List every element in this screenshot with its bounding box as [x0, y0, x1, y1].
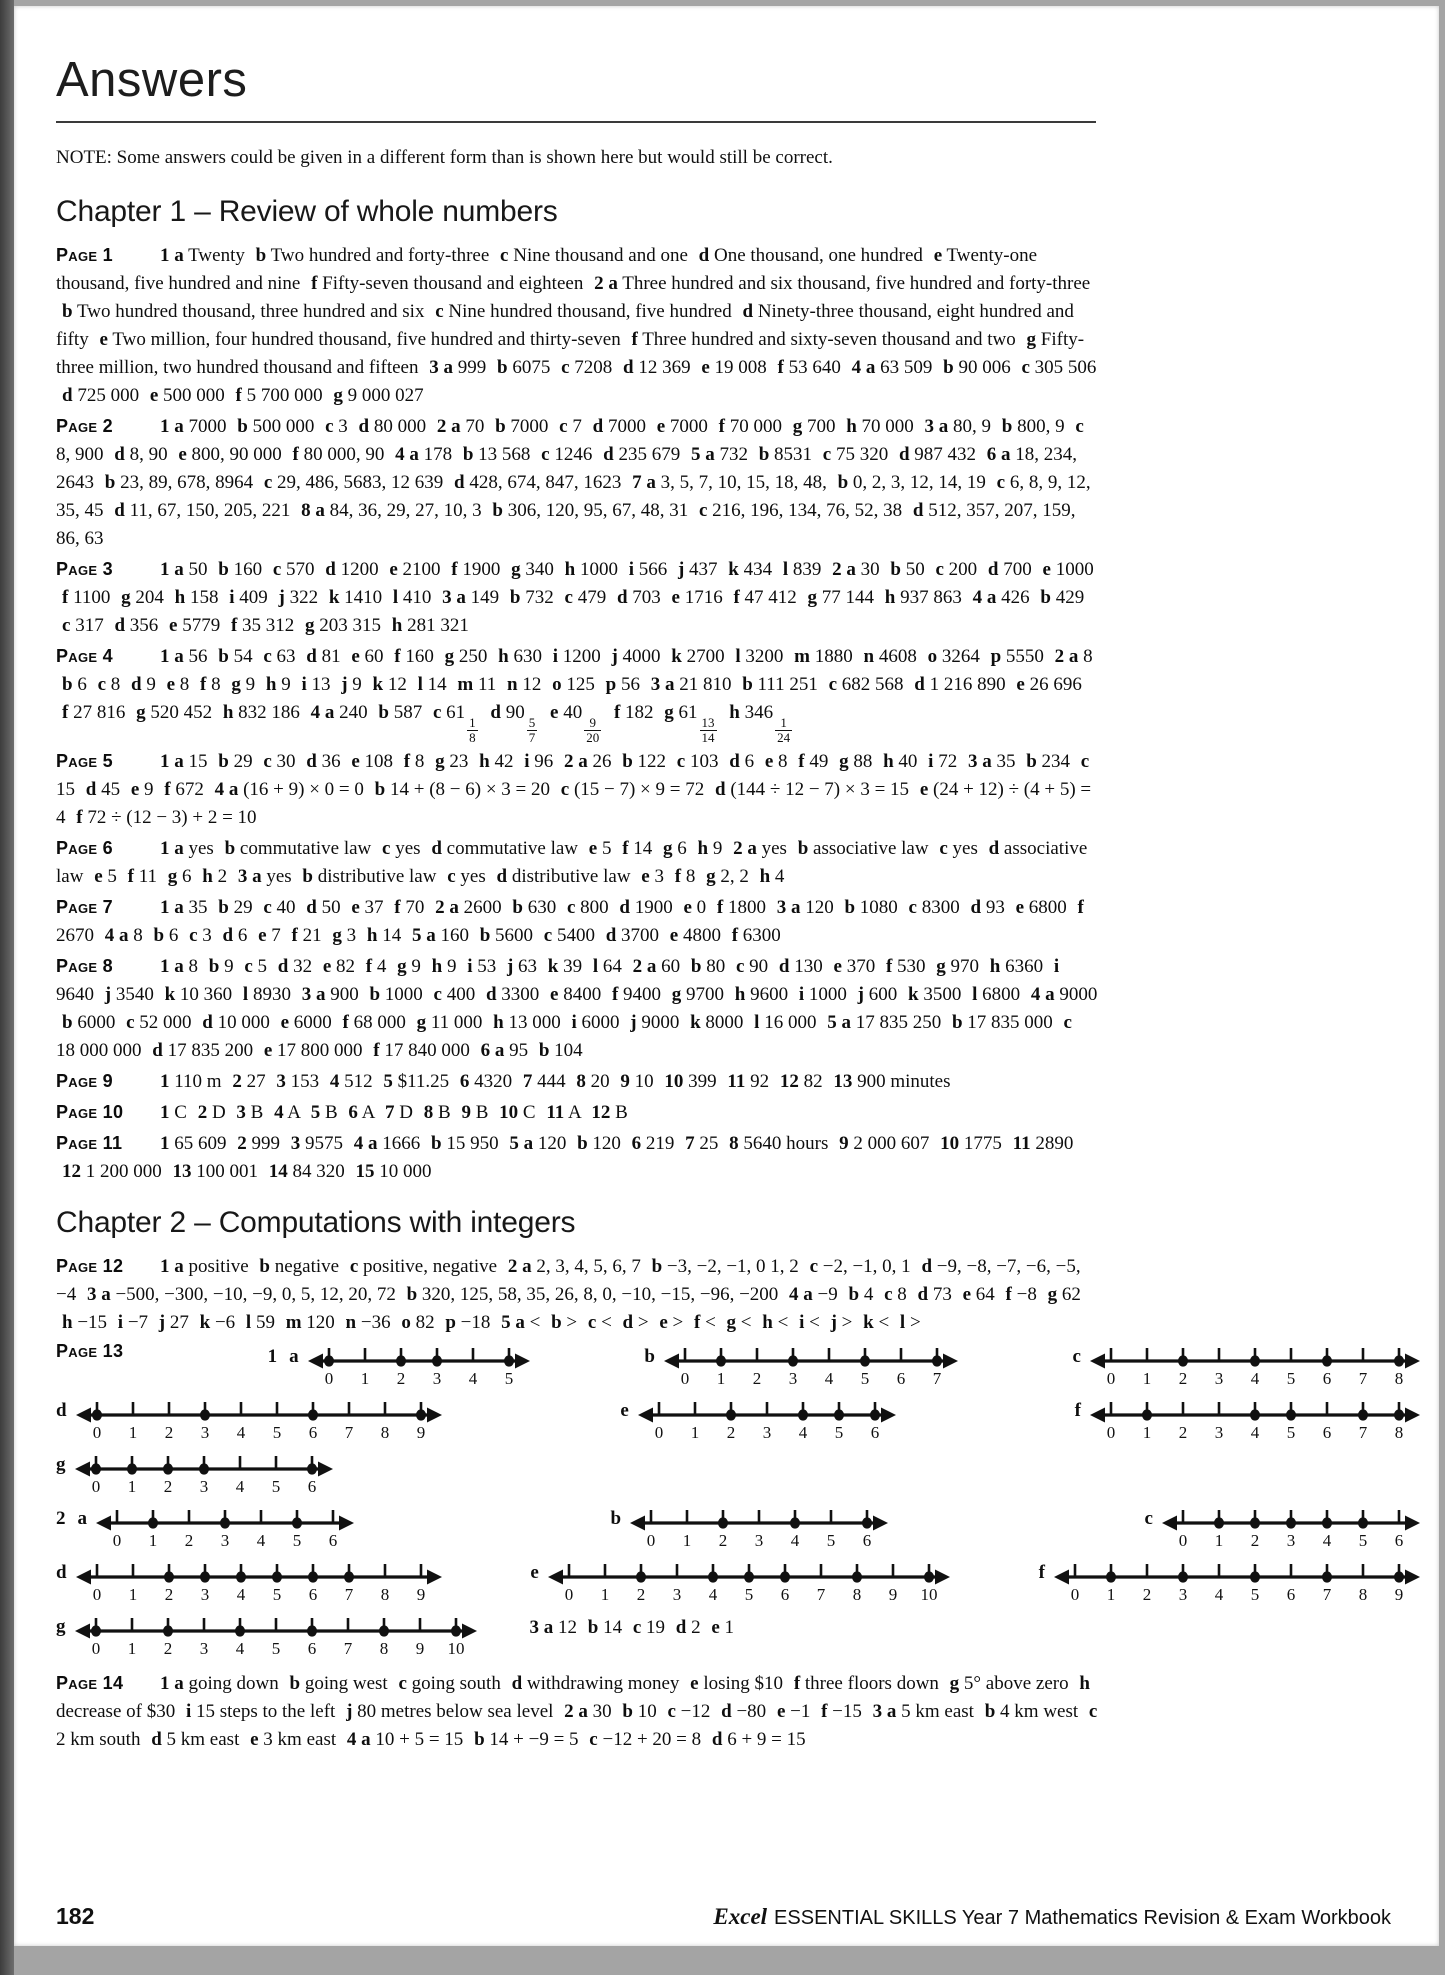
number-line	[629, 1503, 889, 1555]
svg-text:2: 2	[1178, 1369, 1188, 1388]
svg-text:1: 1	[148, 1531, 158, 1550]
page-label: Page 4	[56, 646, 113, 666]
svg-text:7: 7	[1322, 1585, 1332, 1604]
svg-text:1: 1	[716, 1369, 726, 1388]
svg-text:3: 3	[200, 1585, 209, 1604]
svg-text:6: 6	[307, 1639, 316, 1658]
svg-text:8: 8	[380, 1585, 389, 1604]
svg-text:1: 1	[128, 1423, 137, 1442]
svg-text:6: 6	[328, 1531, 338, 1550]
number-line-item	[620, 1395, 896, 1447]
answers-content	[56, 175, 1421, 1756]
number-line-row	[56, 1395, 1421, 1447]
number-line-row	[56, 1341, 1421, 1393]
svg-text:3: 3	[1286, 1531, 1296, 1550]
answer-rich-text: 1 110 m 2 27 3 153 4 512 5 $11.25 6 4320 7 444 8 20 9 10 10 399 11 92 12 82 13 900 minutes	[160, 1071, 951, 1092]
number-line-block	[56, 1341, 1421, 1663]
svg-text:1: 1	[1142, 1423, 1152, 1442]
svg-text:5: 5	[272, 1585, 281, 1604]
svg-text:2: 2	[752, 1369, 762, 1388]
svg-text:3: 3	[1214, 1369, 1224, 1388]
answer-entry	[56, 1129, 1098, 1186]
page-label: Page 1	[56, 245, 113, 265]
svg-text:7: 7	[343, 1639, 352, 1658]
svg-text:6: 6	[307, 1477, 316, 1496]
number-line-item	[1075, 1395, 1421, 1447]
svg-text:5: 5	[744, 1585, 754, 1604]
svg-text:0: 0	[112, 1531, 122, 1550]
svg-text:5: 5	[1358, 1531, 1368, 1550]
svg-text:4: 4	[1250, 1369, 1260, 1388]
number-line-item	[1145, 1503, 1421, 1555]
page-label: Page 2	[56, 416, 113, 436]
svg-text:5: 5	[292, 1531, 302, 1550]
number-line	[75, 1557, 443, 1609]
svg-text:3: 3	[1214, 1423, 1224, 1442]
svg-text:2: 2	[184, 1531, 194, 1550]
page-label: Page 7	[56, 897, 113, 917]
svg-text:8: 8	[1394, 1369, 1404, 1388]
svg-text:5: 5	[272, 1423, 281, 1442]
number-line	[75, 1395, 443, 1447]
svg-text:6: 6	[896, 1369, 906, 1388]
svg-text:0: 0	[1178, 1531, 1188, 1550]
question-number: 1	[267, 1346, 278, 1367]
number-line-item	[530, 1557, 950, 1609]
svg-text:4: 4	[236, 1423, 245, 1442]
brand-excel: Excel	[713, 1904, 768, 1929]
number-line-row	[56, 1557, 1421, 1609]
part-letter: d	[56, 1562, 67, 1583]
svg-text:7: 7	[1358, 1369, 1368, 1388]
svg-text:6: 6	[308, 1423, 317, 1442]
part-letter: g	[56, 1454, 66, 1475]
svg-text:8: 8	[379, 1639, 388, 1658]
number-line-item	[56, 1395, 443, 1447]
answers-page	[14, 6, 1439, 1946]
answer-rich-text: 1 a 50 b 160 c 570 d 1200 e 2100 f 1900 g 340 h 1000 i 566 j 437 k 434 l 839 2 a 30 b 50 c 200 d 700 e 1000 f 1100 g 204 h 158 i 409 j 322 k 1410 l 410 3 a 149 b 732 c 479 d 703 e 1716 f 47 412 g 77 144 h 937 863 4 a 426 b 429 c 317 d 356 e 5779 f 35 312 g 203 315 h 281 321	[62, 559, 1094, 636]
svg-text:0: 0	[1106, 1369, 1116, 1388]
part-letter: b	[610, 1508, 622, 1529]
inline-answers: 3 a 12 b 14 c 19 d 2 e 1	[529, 1617, 735, 1638]
svg-text:2: 2	[636, 1585, 646, 1604]
svg-text:5: 5	[271, 1639, 280, 1658]
svg-text:5: 5	[834, 1423, 844, 1442]
svg-text:3: 3	[754, 1531, 764, 1550]
number-line-item	[56, 1611, 478, 1663]
svg-text:6: 6	[1322, 1423, 1332, 1442]
fraction: $\frac{13}{14}$	[701, 715, 715, 745]
answer-rich-text: 1 a yes b commutative law c yes d commutative law e 5 f 14 g 6 h 9 2 a yes b associative law c yes d associative law e 5 f 11 g 6 h 2 3 a yes b distributive law c yes d distributive law e 3 f 8 g 2, 2 h 4	[56, 838, 1088, 887]
svg-text:2: 2	[164, 1423, 173, 1442]
svg-text:2: 2	[396, 1369, 405, 1388]
svg-text:0: 0	[1106, 1423, 1116, 1442]
svg-text:6: 6	[1394, 1531, 1404, 1550]
svg-text:7: 7	[344, 1423, 353, 1442]
svg-text:4: 4	[1250, 1423, 1260, 1442]
svg-text:8: 8	[1358, 1585, 1368, 1604]
svg-text:3: 3	[220, 1531, 230, 1550]
note-text: NOTE: Some answers could be given in a different form than is shown here but would still be correct.	[56, 147, 833, 168]
svg-text:2: 2	[163, 1639, 172, 1658]
svg-text:9: 9	[888, 1585, 898, 1604]
svg-text:4: 4	[468, 1369, 477, 1388]
svg-text:4: 4	[1214, 1585, 1224, 1604]
page-label: Page 14	[56, 1673, 124, 1693]
answer-entry	[56, 893, 1098, 950]
svg-text:1: 1	[600, 1585, 610, 1604]
svg-text:2: 2	[1142, 1585, 1152, 1604]
page-label: Page 5	[56, 751, 113, 771]
svg-text:6: 6	[780, 1585, 790, 1604]
answer-entry	[56, 555, 1098, 640]
answer-rich-text: 1 a 15 b 29 c 30 d 36 e 108 f 8 g 23 h 42 i 96 2 a 26 b 122 c 103 d 6 e 8 f 49 g 88 h 40 i 72 3 a 35 b 234 c 15 d 45 e 9 f 672 4 a (16 + 9) × 0 = 0 b 14 + (8 − 6) × 3 = 20 c (15 − 7) × 9 = 72 d (144 ÷ 12 − 7) × 3 = 15 e (24 + 12) ÷ (4 + 5) = 4 f 72 ÷ (12 − 3) + 2 = 10	[56, 751, 1092, 828]
number-line-row	[56, 1611, 1421, 1663]
page-label: Page 13	[56, 1341, 124, 1361]
svg-text:8: 8	[852, 1585, 862, 1604]
answer-rich-text: 1 a positive b negative c positive, negative 2 a 2, 3, 4, 5, 6, 7 b −3, −2, −1, 0 1, 2 c −2, −1, 0, 1 d −9, −8, −7, −6, −5, −4 3 a −500, −300, −10, −9, 0, 5, 12, 20, 72 b 320, 125, 58, 35, 26, 8, 0, −10, −15, −96, −200 4 a −9 b 4 c 8 d 73 e 64 f −8 g 62 h −15 i −7 j 27 k −6 l 59 m 120 n −36 o 82 p −18 5 a < b > c < d > e > f < g < h < i < j > k < l >	[56, 1256, 1081, 1333]
svg-text:1: 1	[682, 1531, 692, 1550]
svg-text:4: 4	[236, 1585, 245, 1604]
answer-entry	[56, 834, 1098, 891]
svg-text:4: 4	[1322, 1531, 1332, 1550]
svg-text:0: 0	[91, 1639, 100, 1658]
svg-text:10: 10	[447, 1639, 464, 1658]
workbook-series: ESSENTIAL SKILLS Year 7 Mathematics Revision & Exam Workbook	[774, 1907, 1391, 1929]
number-line	[1089, 1395, 1421, 1447]
svg-text:7: 7	[816, 1585, 826, 1604]
svg-text:7: 7	[344, 1585, 353, 1604]
answer-rich-text: 1 a going down b going west c going south d withdrawing money e losing $10 f three floors down g 5° above zero h decrease of $30 i 15 steps to the left j 80 metres below sea level 2 a 30 b 10 c −12 d −80 e −1 f −15 3 a 5 km east b 4 km west c 2 km south d 5 km east e 3 km east 4 a 10 + 5 = 15 b 14 + −9 = 5 c −12 + 20 = 8 d 6 + 9 = 15	[56, 1673, 1098, 1750]
question-number: 2	[56, 1508, 66, 1529]
fraction: $\frac{1}{8}$	[469, 715, 476, 745]
svg-text:2: 2	[1178, 1423, 1188, 1442]
page-label: Page 3	[56, 559, 113, 579]
svg-text:3: 3	[200, 1423, 209, 1442]
page-label: Page 6	[56, 838, 113, 858]
svg-text:10: 10	[920, 1585, 938, 1604]
answer-entry	[56, 1252, 1098, 1337]
answer-entry	[56, 1098, 1098, 1127]
svg-text:0: 0	[324, 1369, 333, 1388]
number-line-item	[56, 1503, 355, 1555]
answer-rich-text: 1 a 8 b 9 c 5 d 32 e 82 f 4 g 9 h 9 i 53 j 63 k 39 l 64 2 a 60 b 80 c 90 d 130 e 370 f 530 g 970 h 6360 i 9640 j 3540 k 10 360 l 8930 3 a 900 b 1000 c 400 d 3300 e 8400 f 9400 g 9700 h 9600 i 1000 j 600 k 3500 l 6800 4 a 9000 b 6000 c 52 000 d 10 000 e 6000 f 68 000 g 11 000 h 13 000 i 6000 j 9000 k 8000 l 16 000 5 a 17 835 250 b 17 835 000 c 18 000 000 d 17 835 200 e 17 800 000 f 17 840 000 6 a 95 b 104	[56, 956, 1098, 1061]
number-line	[307, 1341, 531, 1393]
svg-text:2: 2	[163, 1477, 172, 1496]
svg-text:1: 1	[690, 1423, 700, 1442]
svg-text:4: 4	[824, 1369, 834, 1388]
answer-entry	[56, 241, 1098, 410]
svg-text:5: 5	[826, 1531, 836, 1550]
svg-text:0: 0	[564, 1585, 574, 1604]
svg-text:4: 4	[235, 1477, 244, 1496]
svg-text:5: 5	[504, 1369, 513, 1388]
part-letter: c	[1144, 1508, 1153, 1529]
number-line-item	[610, 1503, 889, 1555]
fraction: $\frac{9}{20}$	[586, 715, 600, 745]
svg-text:0: 0	[91, 1477, 100, 1496]
svg-text:4: 4	[798, 1423, 808, 1442]
svg-text:5: 5	[860, 1369, 870, 1388]
page-title: Answers	[56, 53, 248, 107]
svg-text:1: 1	[1106, 1585, 1116, 1604]
svg-text:6: 6	[308, 1585, 317, 1604]
answer-rich-text: 1 a 35 b 29 c 40 d 50 e 37 f 70 2 a 2600 b 630 c 800 d 1900 e 0 f 1800 3 a 120 b 1080 c 8300 d 93 e 6800 f 2670 4 a 8 b 6 c 3 d 6 e 7 f 21 g 3 h 14 5 a 160 b 5600 c 5400 d 3700 e 4800 f 6300	[56, 897, 1084, 946]
number-line-item	[1073, 1341, 1421, 1393]
svg-text:3: 3	[1178, 1585, 1188, 1604]
svg-text:0: 0	[654, 1423, 664, 1442]
svg-text:0: 0	[92, 1423, 101, 1442]
number-line-item	[1039, 1557, 1421, 1609]
part-letter: a	[289, 1346, 299, 1367]
svg-text:4: 4	[790, 1531, 800, 1550]
answer-entry	[56, 747, 1098, 832]
number-line-item	[56, 1449, 334, 1501]
svg-text:1: 1	[1142, 1369, 1152, 1388]
workbook-title	[713, 1904, 1391, 1930]
svg-text:5: 5	[1250, 1585, 1260, 1604]
svg-text:2: 2	[726, 1423, 736, 1442]
svg-text:6: 6	[1322, 1369, 1332, 1388]
number-line	[1161, 1503, 1421, 1555]
part-letter: a	[77, 1508, 87, 1529]
part-letter: f	[1038, 1562, 1045, 1583]
svg-text:3: 3	[788, 1369, 798, 1388]
svg-text:0: 0	[1070, 1585, 1080, 1604]
svg-text:4: 4	[256, 1531, 266, 1550]
svg-text:9: 9	[416, 1585, 425, 1604]
answer-rich-text: 1 a Twenty b Two hundred and forty-three c Nine thousand and one d One thousand, one hundred e Twenty-one thousand, five hundred and nine f Fifty-seven thousand and eighteen 2 a Three hundred and six thousand, five hundred and forty-three b Two hundred thousand, three hundred and six c Nine hundred thousand, five hundred d Ninety-three thousand, eight hundred and fifty e Two million, four hundred thousand, five hundred and thirty-seven f Three hundred and sixty-seven thousand and two g Fifty-three million, two hundred thousand and fifteen 3 a 999 b 6075 c 7208 d 12 369 e 19 008 f 53 640 4 a 63 509 b 90 006 c 305 506 d 725 000 e 500 000 f 5 700 000 g 9 000 027	[56, 245, 1097, 406]
part-letter: e	[530, 1562, 539, 1583]
chapter-heading: Chapter 1 – Review of whole numbers	[56, 195, 558, 228]
svg-text:7: 7	[1358, 1423, 1368, 1442]
svg-text:1: 1	[128, 1585, 137, 1604]
page-label: Page 9	[56, 1071, 113, 1091]
svg-text:2: 2	[718, 1531, 728, 1550]
number-line	[1089, 1341, 1421, 1393]
title-rule	[56, 121, 1096, 123]
svg-text:4: 4	[235, 1639, 244, 1658]
svg-text:3: 3	[672, 1585, 682, 1604]
answer-entry	[56, 952, 1098, 1065]
svg-text:5: 5	[1286, 1369, 1296, 1388]
answer-entry	[56, 1067, 1098, 1096]
answer-rich-text: 1 a 7000 b 500 000 c 3 d 80 000 2 a 70 b 7000 c 7 d 7000 e 7000 f 70 000 g 700 h 70 000 3 a 80, 9 b 800, 9 c 8, 900 d 8, 90 e 800, 90 000 f 80 000, 90 4 a 178 b 13 568 c 1246 d 235 679 5 a 732 b 8531 c 75 320 d 987 432 6 a 18, 234, 2643 b 23, 89, 678, 8964 c 29, 486, 5683, 12 639 d 428, 674, 847, 1623 7 a 3, 5, 7, 10, 15, 18, 48, b 0, 2, 3, 12, 14, 19 c 6, 8, 9, 12, 35, 45 d 11, 67, 150, 205, 221 8 a 84, 36, 29, 27, 10, 3 b 306, 120, 95, 67, 48, 31 c 216, 196, 134, 76, 52, 38 d 512, 357, 207, 159, 86, 63	[56, 416, 1091, 549]
number-line-row	[56, 1449, 1421, 1501]
svg-text:8: 8	[380, 1423, 389, 1442]
svg-text:0: 0	[646, 1531, 656, 1550]
svg-text:4: 4	[708, 1585, 718, 1604]
page-number: 182	[56, 1903, 95, 1929]
number-line	[1053, 1557, 1421, 1609]
part-letter: g	[56, 1616, 66, 1637]
answer-rich-text: 1 a 56 b 54 c 63 d 81 e 60 f 160 g 250 h 630 i 1200 j 4000 k 2700 l 3200 m 1880 n 4608 o 3264 p 5550 2 a 8 b 6 c 8 d 9 e 8 f 8 g 9 h 9 i 13 j 9 k 12 l 14 m 11 n 12 o 125 p 56 3 a 21 810 b 111 251 c 682 568 d 1 216 890 e 26 696 f 27 816 g 520 452 h 832 186 4 a 240 b 587 c 61 $\frac{1}{8}$ d 90 $\frac{5}{7}$ e 40 $\frac{9}{20}$ f 182 g 61 $\frac{13}{14}$ h 346 $\frac{1}{24}$	[62, 646, 1093, 745]
number-line	[95, 1503, 355, 1555]
svg-text:8: 8	[1394, 1423, 1404, 1442]
answer-entry	[56, 412, 1098, 553]
answer-rich-text: 1 65 609 2 999 3 9575 4 a 1666 b 15 950 5 a 120 b 120 6 219 7 25 8 5640 hours 9 2 000 607 10 1775 11 2890 12 1 200 000 13 100 001 14 84 320 15 10 000	[62, 1133, 1074, 1182]
part-letter: c	[1072, 1346, 1081, 1367]
part-letter: e	[620, 1400, 629, 1421]
svg-text:5: 5	[271, 1477, 280, 1496]
answer-rich-text: 1 C 2 D 3 B 4 A 5 B 6 A 7 D 8 B 9 B 10 C 11 A 12 B	[160, 1102, 628, 1123]
number-line	[663, 1341, 959, 1393]
page-footer	[56, 1903, 1421, 1938]
number-line-item	[56, 1557, 443, 1609]
svg-text:6: 6	[870, 1423, 880, 1442]
number-line-item	[268, 1341, 531, 1393]
svg-text:0: 0	[680, 1369, 690, 1388]
svg-text:7: 7	[932, 1369, 942, 1388]
svg-text:9: 9	[416, 1423, 425, 1442]
svg-text:5: 5	[1286, 1423, 1296, 1442]
svg-text:1: 1	[1214, 1531, 1224, 1550]
svg-text:3: 3	[199, 1639, 208, 1658]
page-label: Page 11	[56, 1133, 123, 1153]
svg-text:9: 9	[415, 1639, 424, 1658]
svg-text:2: 2	[164, 1585, 173, 1604]
number-line	[637, 1395, 897, 1447]
number-line-row	[56, 1503, 1421, 1555]
answer-entry	[56, 642, 1098, 745]
svg-text:3: 3	[199, 1477, 208, 1496]
svg-text:1: 1	[127, 1477, 136, 1496]
chapter-heading: Chapter 2 – Computations with integers	[56, 1206, 576, 1239]
fraction: $\frac{5}{7}$	[528, 715, 536, 745]
svg-text:2: 2	[1250, 1531, 1260, 1550]
number-line	[74, 1449, 334, 1501]
svg-text:0: 0	[92, 1585, 101, 1604]
svg-text:6: 6	[862, 1531, 872, 1550]
page-label: Page 8	[56, 956, 113, 976]
svg-text:3: 3	[762, 1423, 772, 1442]
answer-entry	[56, 1669, 1098, 1754]
svg-text:1: 1	[127, 1639, 136, 1658]
number-line	[547, 1557, 951, 1609]
page-label: Page 10	[56, 1102, 124, 1122]
part-letter: b	[644, 1346, 655, 1367]
page-label: Page 12	[56, 1256, 124, 1276]
number-line-item	[644, 1341, 959, 1393]
svg-text:1: 1	[360, 1369, 369, 1388]
number-line	[74, 1611, 478, 1663]
svg-text:3: 3	[432, 1369, 441, 1388]
svg-text:6: 6	[1286, 1585, 1296, 1604]
part-letter: d	[56, 1400, 67, 1421]
svg-text:9: 9	[1394, 1585, 1404, 1604]
fraction: $\frac{1}{24}$	[777, 715, 791, 745]
part-letter: f	[1074, 1400, 1081, 1421]
